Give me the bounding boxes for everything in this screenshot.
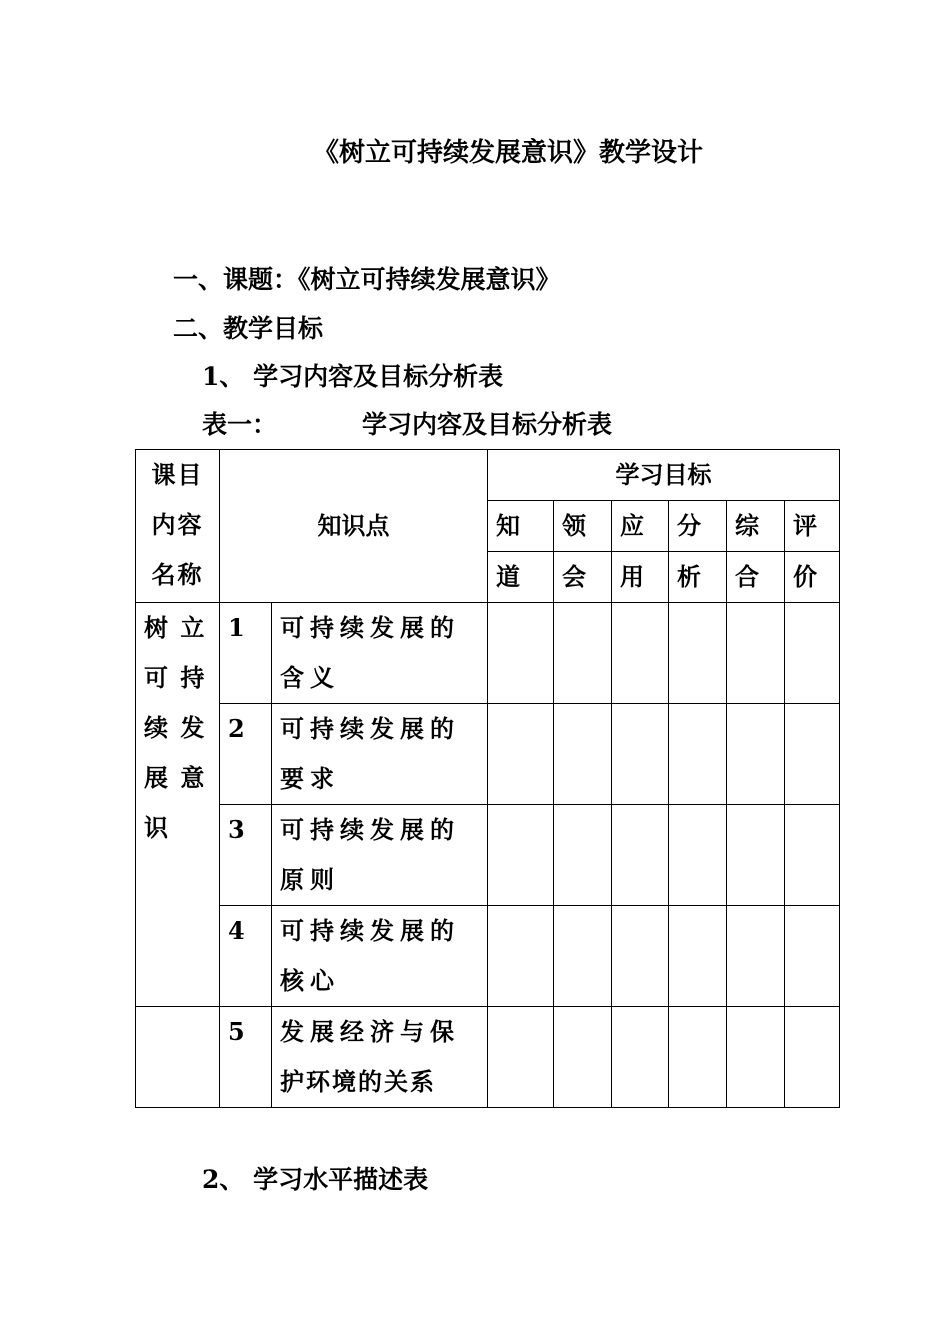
header-course-line3: 名称 <box>151 560 204 589</box>
knowledge-point <box>272 805 488 906</box>
knowledge-point <box>272 906 488 1007</box>
level-synthesize-2: 合 <box>727 552 785 603</box>
goal-cell <box>612 906 669 1007</box>
course-line4: 展 意 <box>144 763 207 792</box>
goal-cell <box>488 603 554 704</box>
table-caption-label: 表一： <box>202 410 278 439</box>
goal-cell <box>785 1007 840 1108</box>
level-know-2: 道 <box>488 552 554 603</box>
level-comprehend-2: 会 <box>554 552 612 603</box>
goal-cell <box>785 704 840 805</box>
level-synthesize-1: 综 <box>727 501 785 552</box>
goal-cell <box>488 906 554 1007</box>
goal-cell <box>785 603 840 704</box>
level-evaluate-2: 价 <box>785 552 840 603</box>
goal-cell <box>612 1007 669 1108</box>
goal-cell <box>727 704 785 805</box>
knowledge-line2: 护环境的关系 <box>280 1067 436 1096</box>
header-course-name <box>136 450 220 603</box>
header-course-line2: 内容 <box>151 510 204 539</box>
goal-cell <box>612 603 669 704</box>
table-caption-title: 学习内容及目标分析表 <box>362 410 613 439</box>
course-name-cell-empty <box>136 1007 220 1108</box>
goal-cell <box>669 1007 727 1108</box>
level-analyze-1: 分 <box>669 501 727 552</box>
goal-cell <box>727 906 785 1007</box>
goal-cell <box>669 906 727 1007</box>
header-goals: 学习目标 <box>488 450 840 501</box>
goal-cell <box>669 805 727 906</box>
course-name-cell <box>136 603 220 1007</box>
course-line5: 识 <box>144 813 170 842</box>
table-row <box>136 805 840 906</box>
goal-cell <box>669 704 727 805</box>
level-comprehend-1: 领 <box>554 501 612 552</box>
subsection-level-description: 2、 学习水平描述表 <box>202 1165 429 1194</box>
knowledge-line1: 发展经济与保 <box>280 1017 460 1046</box>
goal-cell <box>554 906 612 1007</box>
section-goals: 二、教学目标 <box>173 314 324 343</box>
goal-cell <box>727 805 785 906</box>
goal-cell <box>727 603 785 704</box>
goal-cell <box>612 805 669 906</box>
goal-cell <box>669 603 727 704</box>
level-apply-2: 用 <box>612 552 669 603</box>
goal-cell <box>488 704 554 805</box>
table-row <box>136 1007 840 1108</box>
level-apply-1: 应 <box>612 501 669 552</box>
row-number: 3 <box>220 805 272 906</box>
table-row <box>136 603 840 704</box>
goal-cell <box>488 1007 554 1108</box>
row-number: 5 <box>220 1007 272 1108</box>
knowledge-line2: 核心 <box>280 966 340 995</box>
knowledge-line2: 原则 <box>280 865 340 894</box>
document-title: 《树立可持续发展意识》教学设计 <box>312 138 703 168</box>
knowledge-point <box>272 704 488 805</box>
knowledge-point <box>272 603 488 704</box>
goal-cell <box>612 704 669 805</box>
section-topic: 一、课题：《树立可持续发展意识》 <box>173 265 561 294</box>
table-row <box>136 906 840 1007</box>
goal-cell <box>727 1007 785 1108</box>
knowledge-line2: 要求 <box>280 764 340 793</box>
knowledge-line1: 可持续发展的 <box>280 916 460 945</box>
goal-cell <box>785 906 840 1007</box>
goal-cell <box>554 1007 612 1108</box>
knowledge-point <box>272 1007 488 1108</box>
goal-cell <box>554 603 612 704</box>
header-knowledge: 知识点 <box>220 450 488 603</box>
header-course-line1: 课目 <box>151 460 204 489</box>
row-number: 2 <box>220 704 272 805</box>
level-analyze-2: 析 <box>669 552 727 603</box>
table-row <box>136 704 840 805</box>
knowledge-line1: 可持续发展的 <box>280 613 460 642</box>
course-line1: 树 立 <box>144 613 207 642</box>
goal-cell <box>785 805 840 906</box>
course-line3: 续 发 <box>144 713 207 742</box>
knowledge-line2: 含义 <box>280 663 340 692</box>
course-line2: 可 持 <box>144 663 207 692</box>
row-number: 4 <box>220 906 272 1007</box>
goal-cell <box>554 704 612 805</box>
level-evaluate-1: 评 <box>785 501 840 552</box>
knowledge-line1: 可持续发展的 <box>280 714 460 743</box>
level-know-1: 知 <box>488 501 554 552</box>
row-number: 1 <box>220 603 272 704</box>
goal-cell <box>488 805 554 906</box>
goal-cell <box>554 805 612 906</box>
subsection-analysis: 1、 学习内容及目标分析表 <box>202 362 504 391</box>
analysis-table <box>135 449 840 1108</box>
knowledge-line1: 可持续发展的 <box>280 815 460 844</box>
